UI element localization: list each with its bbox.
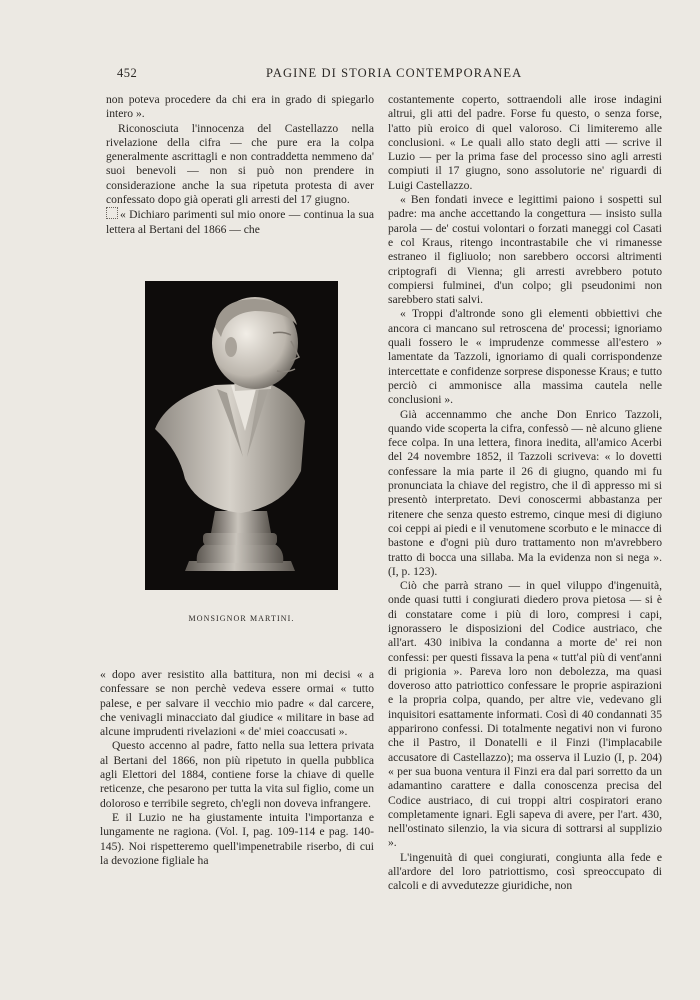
paragraph-text: « Dichiaro parimenti sul mio onore — continua la sua lettera al Bertani del 1866 — che: [106, 208, 374, 236]
paragraph: Già accennammo che anche Don Enrico Tazzoli, quando vide scoperta la cifra, confessò — nè alcuno gliene fece colpa. In una lettera, finora inedita, all'amico Acerbi del 24 novembre 1852, il Tazzoli scriveva: « lo dovetti confessare la mia parte il 26 di giugno, quando mi fu pronunciata la chiave del registro, che il dì appresso mi si presentò interpretato. Devi conoscermi abbastanza per ritenere che senza questo estremo, cinque mesi di digiuno coi ceppi ai piedi e il venutomene scorbuto e le minacce di bastone e d'ogni più duro trattamento non m'avrebbero tratto di bocca una sillaba. Ma la evidenza non si nega ». (I, p. 123).: [388, 407, 662, 578]
running-title: PAGINE DI STORIA CONTEMPORANEA: [266, 66, 523, 80]
page-number: 452: [117, 66, 138, 80]
left-column-top: [106, 93, 374, 237]
bust-of-monsignor-martini-icon: [145, 281, 338, 590]
paragraph: « dopo aver resistito alla battitura, non mi decisi « a confessare se non perchè vedeva essere ormai « tutto palese, e per salvare il vecchio mio padre « dal carcere, che venivagli minacciato dal giudice « militare in base ad alcune imprudenti rivelazioni « de' miei coaccusati ».: [100, 668, 374, 739]
paragraph: Riconosciuta l'innocenza del Castellazzo nella rivelazione della cifra — che pure era la colpa generalmente ascrittagli e non contraddetta nemmeno da' suoi benevoli — non si può non prendere in considerazione anche la sua ripetuta protesta di aver confessato dopo già operati gli arresti del 17 giugno.: [106, 121, 374, 207]
figure-caption: MONSIGNOR MARTINI.: [188, 614, 295, 623]
paragraph: « Troppi d'altronde sono gli elementi obbiettivi che ancora ci mancano sul retroscena de' processi; ignoriamo quali fossero le « imprudenze commesse all'estero » lamentate da Tazzoli, ignoriamo di quali corrispondenze intercettate e confidenze sorprese disponesse Kraus; e tutto perciò ci ammonisce alla massima cautela nelle conclusioni ».: [388, 307, 662, 407]
bust-photograph: [145, 281, 338, 590]
paragraph: E il Luzio ne ha giustamente intuita l'importanza e lungamente ne ragiona. (Vol. I, pag. 109-114 e pag. 140-145). Noi rispetteremo quell'impenetrabile riserbo, di cui la devozione figliale ha: [100, 810, 374, 867]
paragraph: Questo accenno al padre, fatto nella sua lettera privata al Bertani del 1866, non più ripetuto in quella pubblica agli Elettori del 1884, contiene forse la chiave di quelle reticenze, che pesarono per tutta la vita sul figlio, come un doloroso e terribile segreto, ch'egli non doveva infrangere.: [100, 739, 374, 810]
paragraph-with-margin-mark: [106, 207, 374, 237]
paragraph: Ciò che parrà strano — in quel viluppo d'ingenuità, onde quasi tutti i congiurati diedero prova pietosa — si è di constatare come i più di loro, compresi i capi, ignorassero le disposizioni del Codice austriaco, che all'art. 430 inibiva la condanna a morte de' rei non confessi: per questi fissava la pena « tutt'al più di vent'anni di prigionia ». Pareva loro non debolezza, ma quasi doveroso atto patriottico confessare le proprie aspirazioni e la propria colpa, quando, per altre vie, vedevano gli inquisitori esattamente informati. Così di 40 condannati 35 apparirono confessi. Di totalmente negativi non vi furono che il Pastro, il Donatelli e il Finzi (l'implacabile accusatore di Castellazzo); ma osserva il Luzio (I, p. 204) « per sua buona ventura il Finzi era dal pari sorretto da un adamantino carattere e dalla conoscenza precisa del Codice austriaco, di cui troppi altri cospiratori erano completamente ignari. Egli sapeva di avere, per l'art. 430, nell'ostinato silenzio, la via sicura di sottrarsi al supplizio ».: [388, 579, 662, 850]
paragraph: non poteva procedere da chi era in grado di spiegarlo intero ».: [106, 93, 374, 121]
paragraph: « Ben fondati invece e legittimi paiono i sospetti sul padre: ma anche accettando la congettura — insisto sulla parola — de' costui volontari o forzati maneggi col Casati e col Kraus, ritengo incontrastabile che vi rimanesse estraneo il figliuolo; non sarebbero occorsi altrimenti criptografi di Vienna; gli arresti avrebbero potuto compiersi fulminei, d'un colpo; gli pseudonimi non sarebbero stati salvi.: [388, 193, 662, 307]
paragraph: L'ingenuità di quei congiurati, congiunta alla fede e all'ardore del loro patriottismo, così spreoccupato di calcoli e di avvedutezze giuridiche, non: [388, 850, 662, 893]
margin-mark-icon: [106, 207, 118, 219]
paragraph: costantemente coperto, sottraendoli alle irose indagini altrui, gli atti del padre. Forse fu questo, o senza forse, l'atto più eroico di quel valoroso. Ci limiteremo alle conclusioni. « Le quali allo stato degli atti — scrive il Luzio — per la prima fase del processo sino agli arresti compiuti il 17 giugno, sono assolutorie ne' riguardi di Luigi Castellazzo.: [388, 93, 662, 192]
left-column-bottom: [100, 668, 374, 868]
right-column: [388, 93, 662, 894]
